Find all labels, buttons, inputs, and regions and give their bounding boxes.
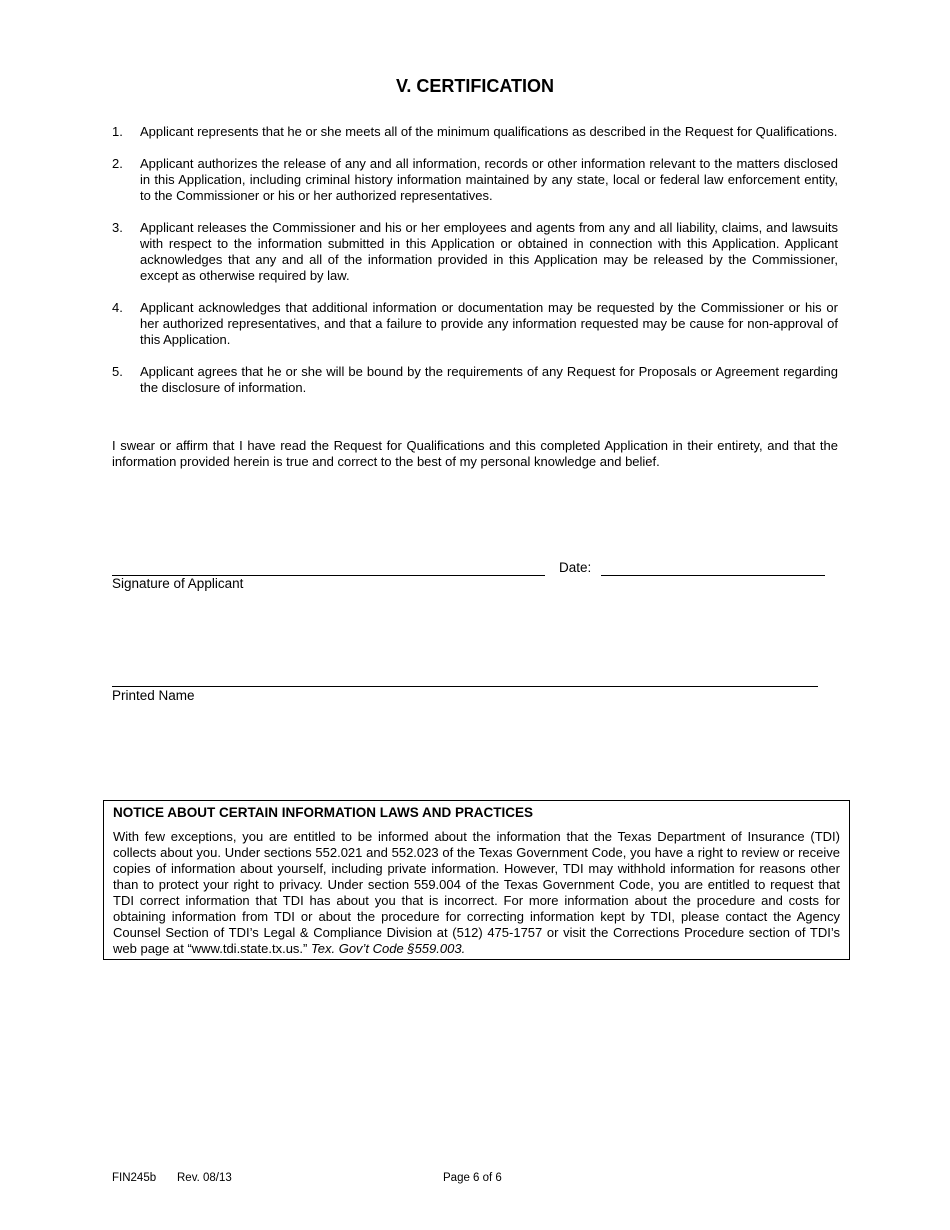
section-title: V. CERTIFICATION (395, 76, 554, 96)
notice-text: With few exceptions, you are entitled to be informed about the information that the Texas Department of Insurance (TDI) collects about you. Under sections 552.021 and 552.023 of the Texas Government Code, you have a right to review or receive copies of information about yourself, including private information. However, TDI may withhold information for reasons other than to protect your right to privacy. Under section 559.004 of the Texas Government Code, you are entitled to request that TDI correct information that TDI has about you that is incorrect. For more information about the procedure and costs for obtaining information from TDI or about the procedure for correcting information kept by TDI, please contact the Agency Counsel Section of TDI’s Legal & Compliance Division at (512) 475-1757 or visit the Corrections Procedure section of TDI’s web page at “www.tdi.state.tx.us.” (113, 829, 840, 956)
item-number: 2. (112, 156, 123, 171)
notice-title: NOTICE ABOUT CERTAIN INFORMATION LAWS AND PRACTICES (113, 805, 533, 820)
footer-form-id: FIN245b (112, 1172, 157, 1184)
footer-page-number: Page 6 of 6 (443, 1172, 502, 1184)
certification-item (112, 364, 838, 396)
certification-item (112, 124, 838, 140)
item-number: 1. (112, 124, 123, 139)
privacy-notice-box (103, 800, 850, 960)
affirmation-statement: I swear or affirm that I have read the Request for Qualifications and this completed Application in their entirety, and that the information provided herein is true and correct to the best of my personal knowledge and belief. (112, 438, 838, 469)
certification-list (112, 124, 838, 412)
certification-item (112, 220, 838, 284)
date-label: Date: (559, 560, 592, 575)
item-text: Applicant acknowledges that additional information or documentation may be requested by the Commissioner or his or her authorized representatives, and that a failure to provide any information requested may be cause for non-approval of this Application. (140, 300, 838, 347)
footer-revision: Rev. 08/13 (177, 1172, 232, 1184)
item-number: 4. (112, 300, 123, 315)
printed-name-field[interactable] (112, 686, 818, 687)
item-text: Applicant represents that he or she meets all of the minimum qualifications as described in the Request for Qualifications. (140, 124, 838, 139)
certification-item (112, 156, 838, 204)
item-text: Applicant agrees that he or she will be bound by the requirements of any Request for Proposals or Agreement regarding the disclosure of information. (140, 364, 838, 395)
certification-item (112, 300, 838, 348)
item-number: 3. (112, 220, 123, 235)
item-number: 5. (112, 364, 123, 379)
notice-citation: Tex. Gov’t Code §559.003. (311, 941, 466, 956)
printed-name-label: Printed Name (112, 688, 195, 703)
item-text: Applicant authorizes the release of any and all information, records or other information relevant to the matters disclosed in this Application, including criminal history information maintained by any state, local or federal law enforcement entity, to the Commissioner or his or her authorized representatives. (140, 156, 838, 203)
signature-label: Signature of Applicant (112, 576, 244, 591)
item-text: Applicant releases the Commissioner and his or her employees and agents from any and all liability, claims, and lawsuits with respect to the information submitted in this Application or obtained in connection with this Application. Applicant acknowledges that any and all of the information provided in this Application may be released by the Commissioner, except as otherwise required by law. (140, 220, 838, 283)
date-field[interactable] (601, 575, 825, 576)
notice-body (113, 829, 840, 957)
